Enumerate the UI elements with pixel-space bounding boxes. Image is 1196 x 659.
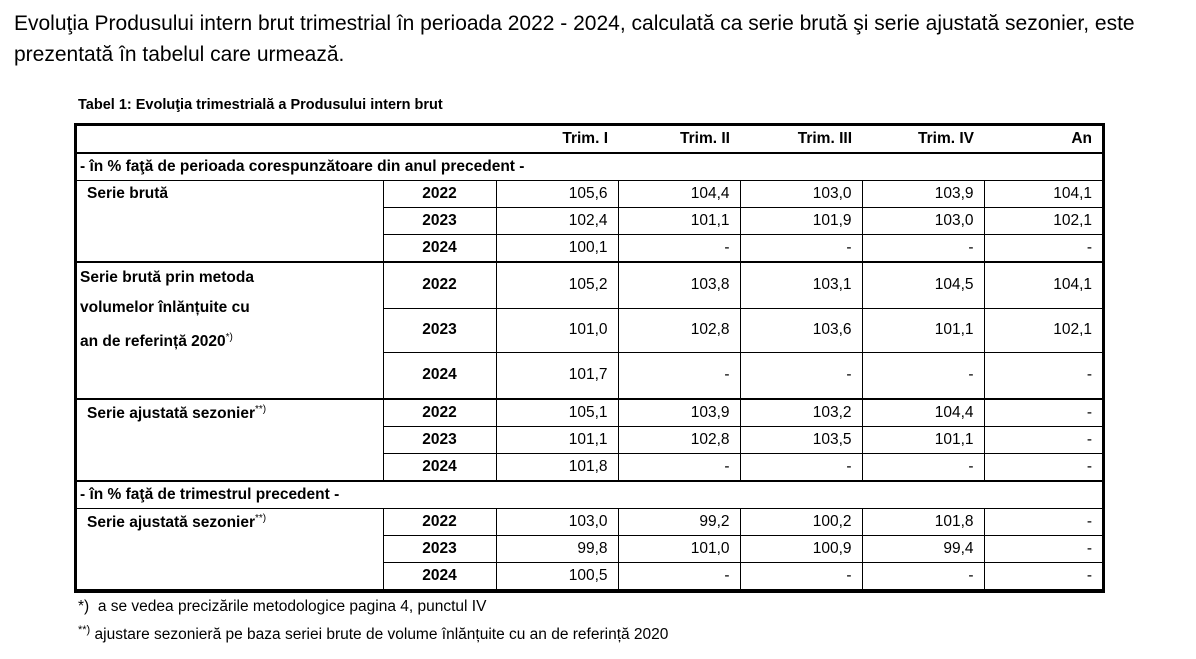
year-cell: 2023: [383, 426, 496, 453]
value-cell: 103,9: [618, 399, 740, 427]
value-cell: -: [984, 535, 1102, 562]
value-cell: 99,8: [496, 535, 618, 562]
value-cell: -: [984, 399, 1102, 427]
value-cell: 101,1: [862, 308, 984, 353]
value-cell: 101,1: [862, 426, 984, 453]
table-row: [77, 181, 1102, 208]
value-cell: 103,0: [496, 509, 618, 536]
value-cell: 101,7: [496, 353, 618, 399]
value-cell: -: [862, 353, 984, 399]
year-cell: 2024: [383, 235, 496, 263]
section-title: - în % faţă de perioada corespunzătoare din anul precedent -: [77, 153, 1102, 181]
year-cell: 2022: [383, 509, 496, 536]
value-cell: 102,8: [618, 426, 740, 453]
value-cell: 101,9: [740, 208, 862, 235]
year-cell: 2022: [383, 262, 496, 308]
value-cell: -: [984, 235, 1102, 263]
value-cell: 101,0: [496, 308, 618, 353]
header-3: Trim. III: [740, 126, 862, 153]
value-cell: 103,9: [862, 181, 984, 208]
value-cell: -: [984, 453, 1102, 481]
gdp-table: [74, 123, 1105, 593]
header-row: [77, 126, 1102, 153]
value-cell: 103,0: [740, 181, 862, 208]
table-row: [77, 262, 1102, 308]
row-group-label-line: volumelor înlănțuite cu: [80, 299, 250, 317]
footnote-1: [78, 598, 486, 616]
value-cell: -: [740, 453, 862, 481]
value-cell: -: [618, 453, 740, 481]
value-cell: 100,1: [496, 235, 618, 263]
value-cell: -: [862, 453, 984, 481]
value-cell: 101,8: [496, 453, 618, 481]
row-group-label-line: Serie brută: [87, 185, 168, 203]
header-2: Trim. II: [618, 126, 740, 153]
value-cell: -: [984, 509, 1102, 536]
value-cell: 101,1: [618, 208, 740, 235]
value-cell: 105,2: [496, 262, 618, 308]
value-cell: -: [984, 426, 1102, 453]
value-cell: -: [984, 562, 1102, 589]
value-cell: 102,1: [984, 308, 1102, 353]
value-cell: 102,1: [984, 208, 1102, 235]
header-year-blank: [383, 126, 496, 153]
value-cell: -: [740, 235, 862, 263]
value-cell: 103,2: [740, 399, 862, 427]
year-cell: 2023: [383, 535, 496, 562]
value-cell: 103,1: [740, 262, 862, 308]
row-group-label-line: Serie ajustată sezonier: [87, 514, 255, 532]
value-cell: 103,8: [618, 262, 740, 308]
value-cell: 105,1: [496, 399, 618, 427]
label-footnote-mark: **): [255, 513, 267, 525]
value-cell: 99,4: [862, 535, 984, 562]
year-cell: 2023: [383, 208, 496, 235]
value-cell: 104,5: [862, 262, 984, 308]
value-cell: 104,4: [618, 181, 740, 208]
value-cell: 100,9: [740, 535, 862, 562]
value-cell: 104,1: [984, 262, 1102, 308]
table-row: [77, 399, 1102, 427]
section-title-row: [77, 481, 1102, 509]
value-cell: 102,8: [618, 308, 740, 353]
value-cell: -: [862, 562, 984, 589]
year-cell: 2024: [383, 353, 496, 399]
table-row: [77, 509, 1102, 536]
footnote-1-mark: *): [78, 598, 90, 615]
value-cell: 104,1: [984, 181, 1102, 208]
table-caption: Tabel 1: Evoluţia trimestrială a Produsului intern brut: [78, 97, 443, 113]
header-5: An: [984, 126, 1102, 153]
header-blank: [77, 126, 383, 153]
value-cell: 103,6: [740, 308, 862, 353]
label-footnote-mark: **): [255, 403, 267, 415]
footnote-2-text: ajustare sezonieră pe baza seriei brute de volume înlănțuite cu an de referință 2020: [94, 626, 669, 644]
year-cell: 2024: [383, 562, 496, 589]
value-cell: 101,0: [618, 535, 740, 562]
row-group-label: [77, 399, 383, 481]
value-cell: 102,4: [496, 208, 618, 235]
row-group-label: [77, 262, 383, 398]
value-cell: -: [618, 562, 740, 589]
footnote-2: [78, 624, 668, 644]
table-body: [77, 126, 1102, 590]
value-cell: -: [618, 235, 740, 263]
row-group-label-line: an de referință 2020: [80, 333, 226, 351]
header-4: Trim. IV: [862, 126, 984, 153]
value-cell: -: [862, 235, 984, 263]
header-1: Trim. I: [496, 126, 618, 153]
intro-paragraph: Evoluţia Produsului intern brut trimestrial în perioada 2022 - 2024, calculată ca serie brută şi serie ajustată sezonier, este prezentată în tabelul care urmează.: [14, 12, 1135, 66]
footnote-2-mark: **): [78, 624, 91, 636]
value-cell: 101,1: [496, 426, 618, 453]
value-cell: -: [984, 353, 1102, 399]
value-cell: -: [740, 353, 862, 399]
year-cell: 2024: [383, 453, 496, 481]
year-cell: 2022: [383, 399, 496, 427]
value-cell: 100,2: [740, 509, 862, 536]
value-cell: 101,8: [862, 509, 984, 536]
value-cell: 105,6: [496, 181, 618, 208]
section-title: - în % faţă de trimestrul precedent -: [77, 481, 1102, 509]
value-cell: 104,4: [862, 399, 984, 427]
label-footnote-mark: *): [225, 332, 233, 344]
value-cell: 100,5: [496, 562, 618, 589]
row-group-label-line: Serie brută prin metoda: [80, 269, 254, 287]
value-cell: -: [740, 562, 862, 589]
value-cell: 103,5: [740, 426, 862, 453]
footnote-1-text: a se vedea precizările metodologice pagina 4, punctul IV: [97, 598, 487, 615]
year-cell: 2022: [383, 181, 496, 208]
row-group-label: [77, 181, 383, 263]
value-cell: -: [618, 353, 740, 399]
row-group-label: [77, 509, 383, 590]
value-cell: 99,2: [618, 509, 740, 536]
row-group-label-line: Serie ajustată sezonier: [87, 404, 255, 422]
year-cell: 2023: [383, 308, 496, 353]
value-cell: 103,0: [862, 208, 984, 235]
section-title-row: [77, 153, 1102, 181]
